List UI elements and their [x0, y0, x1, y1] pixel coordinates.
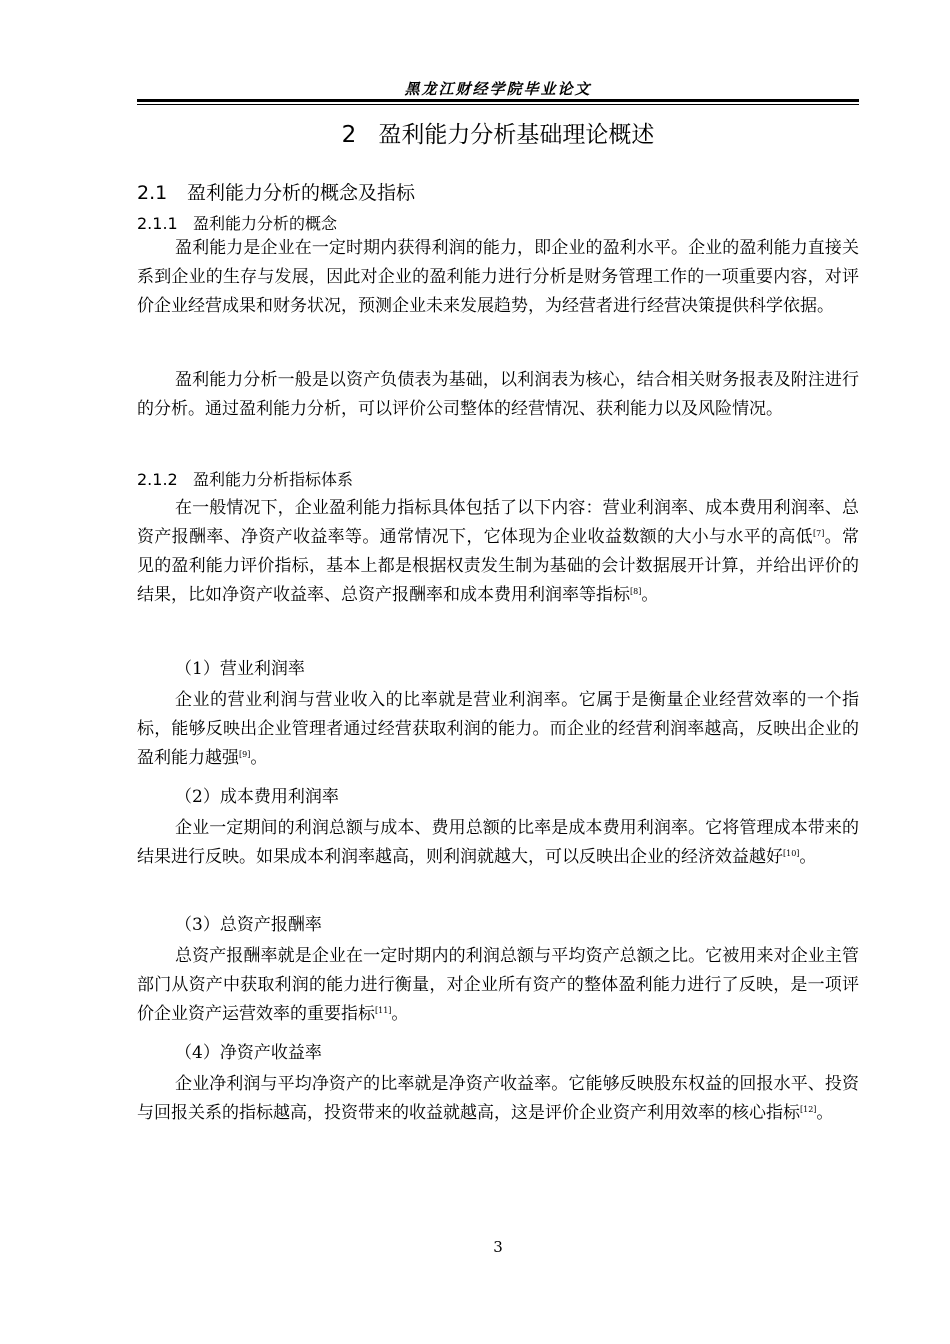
page-number: 3: [493, 1238, 503, 1256]
item-paragraph-1: [137, 686, 859, 773]
subsection-number: 2.1.2: [137, 470, 178, 489]
item-heading-3: （3）总资产报酬率: [175, 915, 322, 935]
subsection-heading-2-1-1: [137, 211, 337, 234]
subsection-title: 盈利能力分析指标体系: [193, 470, 354, 489]
item-text: 企业净利润与平均净资产的比率就是净资产收益率。它能够反映股东权益的回报水平、投资与回报关系的指标越高，投资带来的收益就越高，这是评价企业资产利用效率的核心指标: [137, 1074, 859, 1123]
section-number: 2.1: [137, 182, 168, 204]
citation: [10]: [783, 849, 800, 858]
item-end: 。: [391, 1004, 409, 1024]
running-header: 黑龙江财经学院毕业论文: [404, 80, 592, 98]
item-end: 。: [816, 1103, 834, 1123]
citation: [9]: [239, 750, 251, 759]
item-heading-2: （2）成本费用利润率: [175, 787, 339, 807]
chapter-title: 盈利能力分析基础理论概述: [378, 122, 655, 148]
paragraph-concept-1: 盈利能力是企业在一定时期内获得利润的能力，即企业的盈利水平。企业的盈利能力直接关系到企业的生存与发展，因此对企业的盈利能力进行分析是财务管理工作的一项重要内容，对评价企业经营成果和财务状况，预测企业未来发展趋势，为经营者进行经营决策提供科学依据。: [137, 238, 859, 316]
paragraph-concept-2: 盈利能力分析一般是以资产负债表为基础，以利润表为核心，结合相关财务报表及附注进行的分析。通过盈利能力分析，可以评价公司整体的经营情况、获利能力以及风险情况。: [137, 370, 859, 419]
item-paragraph-4: [137, 1070, 859, 1128]
item-end: 。: [799, 847, 817, 867]
item-text: 总资产报酬率就是企业在一定时期内的利润总额与平均资产总额之比。它被用来对企业主管部门从资产中获取利润的能力进行衡量，对企业所有资产的整体盈利能力进行了反映，是一项评价企业资产运营效率的重要指标: [137, 946, 859, 1024]
item-text: 企业的营业利润与营业收入的比率就是营业利润率。它属于是衡量企业经营效率的一个指标，能够反映出企业管理者通过经营获取利润的能力。而企业的经营利润率越高，反映出企业的盈利能力越强: [137, 690, 859, 768]
header-rule-thick: [137, 99, 859, 102]
item-end: 。: [250, 748, 268, 768]
subsection-heading-2-1-2: [137, 467, 353, 490]
item-heading-4: （4）净资产收益率: [175, 1043, 322, 1063]
item-paragraph-2: [137, 814, 859, 872]
paragraph-indicator-intro: [137, 494, 859, 610]
intro-text-a: 在一般情况下，企业盈利能力指标具体包括了以下内容：营业利润率、成本费用利润率、总资产报酬率、净资产收益率等。通常情况下，它体现为企业收益数额的大小与水平的高低: [137, 498, 859, 547]
subsection-title: 盈利能力分析的概念: [193, 214, 338, 233]
chapter-heading: [137, 116, 859, 149]
section-title: 盈利能力分析的概念及指标: [187, 182, 416, 204]
citation: [8]: [630, 587, 642, 596]
item-text: 企业一定期间的利润总额与成本、费用总额的比率是成本费用利润率。它将管理成本带来的结果进行反映。如果成本利润率越高，则利润就越大，可以反映出企业的经济效益越好: [137, 818, 859, 867]
chapter-number: 2: [341, 122, 357, 148]
citation: [12]: [800, 1105, 817, 1114]
item-paragraph-3: [137, 942, 859, 1029]
subsection-number: 2.1.1: [137, 214, 178, 233]
intro-text-b: 。常见的盈利能力评价指标，基本上都是根据权责发生制为基础的会计数据展开计算，并给出评价的结果，比如净资产收益率、总资产报酬率和成本费用利润率等指标: [137, 527, 860, 605]
item-heading-1: （1）营业利润率: [175, 659, 305, 679]
header-rule-thin: [137, 104, 859, 105]
citation: [11]: [375, 1006, 392, 1015]
intro-text-c: 。: [641, 585, 659, 605]
section-heading-2-1: [137, 178, 415, 205]
citation: [7]: [813, 529, 825, 538]
